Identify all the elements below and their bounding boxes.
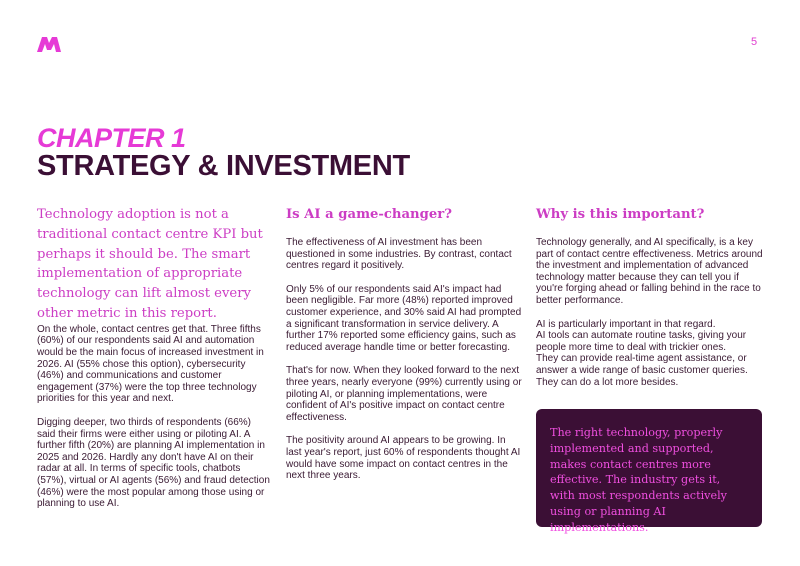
section-heading-game-changer: Is AI a game-changer? [286,207,452,222]
importance-paragraph-2: AI is particularly important in that regard. AI tools can automate routine tasks, giving your people more time to deal with trickier ones. They can provide real-time agent assistance, or answer a wide range of basic customer queries. They can do a lot more besides. [536,318,748,388]
section-heading-importance: Why is this important? [536,207,705,222]
page-number: 5 [751,36,758,48]
column-intro [37,205,271,522]
chapter-label: CHAPTER 1 [37,123,186,153]
column-importance [536,205,768,400]
game-changer-paragraph-1: The effectiveness of AI investment has been questioned in some industries. By contrast, contact centres regard it positively. [286,237,512,272]
importance-paragraph-1: Technology generally, and AI specifically, is a key part of contact centre effectiveness. Metrics around the investment and implementation of advanced technology matter because they can tell you if you're forging ahead or falling behind in the race to better performance. [536,237,763,306]
callout-text: The right technology, properly implemented and supported, makes contact centres more effective. The industry gets it, with most respondents actively using or planning AI implementations. [550,426,727,534]
intro-paragraph-2: Digging deeper, two thirds of respondents (66%) said their firms were either using or piloting AI. A further fifth (20%) are planning AI implementation in 2025 and 2026. Hardly any don't have AI on their radar at all. In terms of specific tools, chatbots (57%), virtual or AI agents (56%) and fraud detection (46%) were the most popular among those using or planning to use AI. [37,416,270,510]
game-changer-paragraph-2: Only 5% of our respondents said AI's impact had been negligible. Far more (48%) reported improved customer experience, and 30% said AI had prompted a significant transformation in service delivery. A further 17% reported some efficiency gains, such as reduced average handle time or better forecasting. [286,283,522,353]
intro-paragraph-1: On the whole, contact centres get that. Three fifths (60%) of our respondents said AI and automation would be the main focus of increased investment in 2026. AI (55% chose this option), cybersecurity (46%) and communications and customer engagement (37%) were the top three technology priorities for this year and next. [37,323,264,405]
callout-box [536,409,762,534]
column-game-changer [286,205,522,494]
chapter-title: STRATEGY & INVESTMENT [37,150,410,182]
intro-lead-text: Technology adoption is not a traditional contact centre KPI but perhaps it should be. The smart implementation of appropriate technology can lift almost every other metric in this report. [37,207,263,321]
game-changer-paragraph-4: The positivity around AI appears to be growing. In last year's report, just 60% of respondents thought AI would have some impact on contact centres in the next three years. [286,435,521,482]
game-changer-paragraph-3: That's for now. When they looked forward to the next three years, nearly everyone (99%) currently using or piloting AI, or planning implementations, were confident of AI's positive impact on contact centre effectiveness. [286,365,522,423]
brand-logo-icon [37,36,61,52]
